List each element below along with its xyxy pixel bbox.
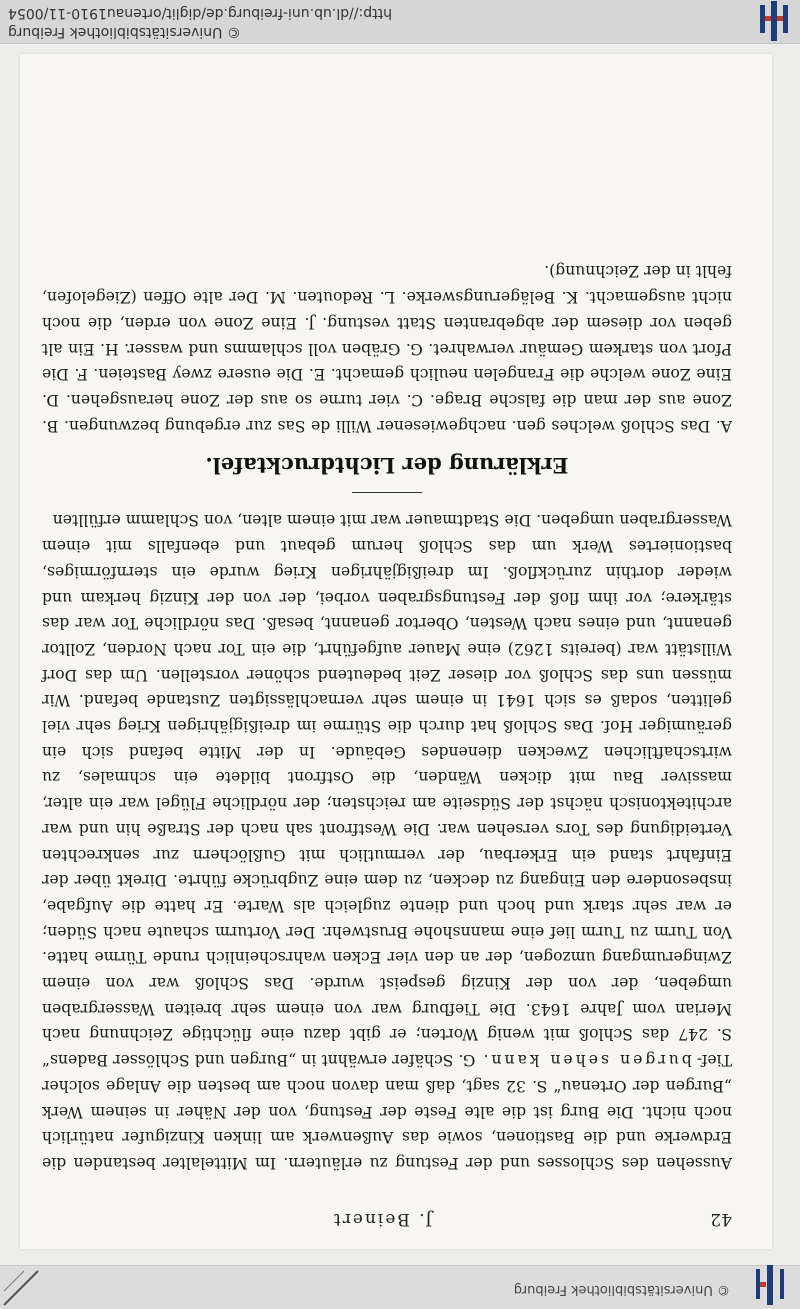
paragraph-1-start: Aussehen des Schlosses und der Festung zu erläutern. Im Mittelalter bestanden die Erdwerke und die Bastionen, sowie das Außenwerk am linken Kinzigufer natürlich noch nicht. Die Burg ist die alte Feste der Festung, von der Näher in seinem Werk „Burgen der Ortenau“ S. 32 sagt, daß man davon noch am besten die Anlage solcher Tief-: [42, 1051, 732, 1172]
running-head: [32, 1203, 732, 1229]
paragraph-1: [42, 507, 732, 1175]
bottom-left-text: © Universitätsbibliothek Freiburg: [513, 1282, 730, 1297]
paragraph-1-rest: G. Schäfer erwähnt in „Burgen und Schlösser Badens“ S. 247 das Schloß mit wenig Worten; er gibt dazu eine flüchtige Zeichnung nach Merian vom Jahre 1643. Die Tiefburg war von einem sehr breiten Wassergraben umgeben, der von der Kinzig gespeist wurde. Das Schloß war von einem Zwingerumgang umzogen, der an den vier Ecken wahrscheinlich runde Türme hatte. Von Turm zu Turm lief eine mannshohe Brustwehr. Der Vorturm schaute nach Süden; er war sehr stark und hoch und diente zugleich als Warte. Er hatte die Aufgabe, insbesondere den Eingang zu decken, zu dem eine Zugbrücke führte. Direkt über der Einfahrt stand ein Erkerbau, der vermutlich mit Gußlöchern zur senkrechten Verteidigung des Tors versehen war. Die Westfront sah nach der Straße hin und war architektonisch nächst der Südseite am reichsten; der nördliche Flügel war ein alter, massiver Bau mit dicken Wänden, die Ostfront bildete ein schmales, zu wirtschaftlichen Zwecken dienendes Gebäude. In der Mitte befand sich ein geräumiger Hof. Das Schloß hat durch die Stürme im dreißigjährigen Krieg sehr viel gelitten, sodaß es sich 1641 in einem sehr vernachlässigten Zustande befand. Wir müssen uns das Schloß vor dieser Zeit bedeutend schöner vorstellen. Um das Dorf Willstätt war (bereits 1262) eine Mauer aufgeführt, die ein Tor nach Norden, Zolltor genannt, und eines nach Westen, Obertor genannt, besaß. Das nördliche Tor war das stärkere; vor ihm floß der Festungsgraben vorbei, der von der Kinzig herkam und wieder dorthin zurückfloß. Im dreißigjährigen Krieg wurde ein sternförmiges, bastioniertes Werk um das Schloß herum gebaut und ebenfalls mit einem Wassergraben umgeben. Die Stadtmauer war mit einem alten, von Schlamm erfüllten: [42, 511, 732, 1070]
body-text: [42, 258, 732, 1175]
ub-logo-icon: [750, 1265, 790, 1305]
browser-top-bar: [0, 0, 800, 44]
page-url[interactable]: http://dl.ub.uni-freiburg.de/diglit/ortenau1910-11/0054: [8, 5, 392, 21]
paragraph-1-spaced: burgen sehen kann.: [480, 1051, 692, 1070]
page-number: 42: [710, 1209, 732, 1229]
browser-bottom-bar: [0, 1265, 800, 1309]
separator-rule: [352, 492, 422, 493]
section-title: Erklärung der Lichtdrucktafel.: [205, 452, 569, 478]
copyright-text: © Universitätsbibliothek Freiburg: [8, 24, 241, 40]
book-page: [20, 54, 772, 1249]
ub-freiburg-logo-icon[interactable]: [754, 1, 794, 41]
corner-icon: [0, 1265, 44, 1309]
author-name: J. Beinert: [331, 1209, 433, 1229]
paragraph-2: A. Das Schloß welches gen. nachgewiesener Willi de Sas zur ergebung bezwungen. B. Zone aus der man die falsche Brage. C. vier turne so aus der Zone herausgehen. D. Eine Zone welche die Frangelen neulich gemacht. E. Die eusere zwey Basteien. F. Die Pfort von starkem Gemäur verwahret. G. Gräben voll schlamms und wasser. H. Ein alt geben vor diesem der abgebranten Statt vestung. J. Eine Zone von erden, die noch nicht ausgemacht. K. Belägerungswerke. L. Redouten. M. Der alte Offen (Ziegelofen, fehlt in der Zeichnung).: [42, 262, 732, 435]
